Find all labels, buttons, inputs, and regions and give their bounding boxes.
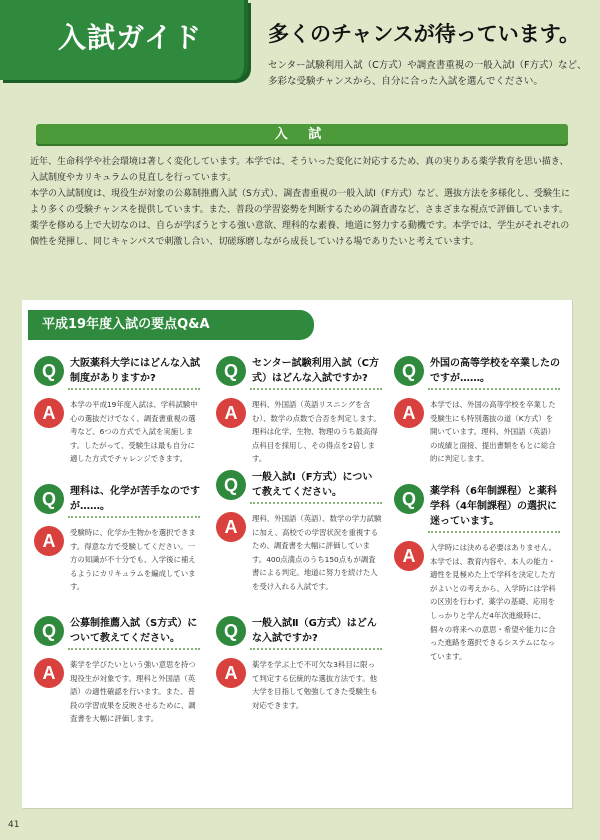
dotted-divider xyxy=(250,648,382,650)
answer-icon: A xyxy=(394,541,424,571)
answer-icon: A xyxy=(34,658,64,688)
answer-icon: A xyxy=(216,658,246,688)
answer-icon: A xyxy=(394,398,424,428)
header-tab xyxy=(0,0,248,80)
dotted-divider xyxy=(68,388,200,390)
answer-icon: A xyxy=(34,398,64,428)
question-text: 外国の高等学校を卒業したのですが……。 xyxy=(430,358,560,384)
intro-paragraph-1: 近年、生命科学や社会環境は著しく変化しています。本学では、そういった変化に対応するため、真の実りある薬学教育を思い描き、入試制度やカリキュラムの見直しを行っています。 xyxy=(30,157,569,183)
answer-text: 薬学を学ぶ上で不可欠な3科目に限って判定する伝統的な選抜方法です。他大学を目指して勉強してきた受験生も対応できます。 xyxy=(252,660,378,710)
qa-item-5 xyxy=(216,470,382,594)
qa-item-6 xyxy=(216,616,382,712)
answer-text: 理科、外国語（英語）、数学の学力試験に加え、高校での学習状況を重視するため、調査書を大幅に評価しています。400点満点のうち150点もが調査書による判定。地道に努力を続けた人を受け入れる入試です。 xyxy=(252,514,382,591)
qa-item-8 xyxy=(394,484,560,663)
answer-icon: A xyxy=(216,398,246,428)
question-text: センター試験利用入試（C方式）はどんな入試ですか? xyxy=(252,358,379,384)
qa-item-4 xyxy=(216,356,382,466)
qa-item-7 xyxy=(394,356,560,466)
page-title: 入試ガイド xyxy=(58,21,203,54)
intro-text xyxy=(30,154,574,250)
answer-text: 受験時に、化学か生物かを選択できます。得意な方で受験してください。一方の知識が不十分でも、入学後に補えるようにカリキュラムを編成しています。 xyxy=(70,528,196,592)
question-icon: Q xyxy=(216,616,246,646)
dotted-divider xyxy=(68,648,200,650)
question-icon: Q xyxy=(394,484,424,514)
qa-item-2 xyxy=(34,484,200,594)
question-text: 公募制推薦入試（S方式）について教えてください。 xyxy=(70,618,198,644)
qa-heading: 平成19年度入試の要点Q&A xyxy=(28,310,314,340)
dotted-divider xyxy=(428,388,560,390)
header-subtitle: センター試験利用入試（C方式）や調査書重視の一般入試Ⅰ（F方式）など、多彩な受験チャンスから、自分に合った入試を選んでください。 xyxy=(268,60,587,87)
answer-icon: A xyxy=(216,512,246,542)
question-icon: Q xyxy=(216,356,246,386)
question-text: 一般入試Ⅱ（G方式）はどんな入試ですか? xyxy=(252,618,377,644)
qa-item-1 xyxy=(34,356,200,466)
answer-icon: A xyxy=(34,526,64,556)
question-text: 大阪薬科大学にはどんな入試制度がありますか? xyxy=(70,358,200,384)
question-text: 一般入試Ⅰ（F方式）について教えてください。 xyxy=(252,472,373,498)
page-number: 41 xyxy=(8,820,20,830)
qa-panel xyxy=(22,300,572,808)
headline: 多くのチャンスが待っています。 xyxy=(268,22,581,46)
question-icon: Q xyxy=(34,356,64,386)
intro-paragraph-2: 本学の入試制度は、現役生が対象の公募制推薦入試（S方式）、調査書重視の一般入試Ⅰ（F方式）など、選抜方法を多様化し、受験生により多くの受験チャンスを提供しています。また、普段の学習姿勢を判断するための調査書など、さまざまな視点で評価しています。薬学を修める上で大切なのは、自らが学ぼうとする強い意欲、理科的な素養、地道に努力する動機です。本学では、学生がそれぞれの個性を発揮し、同じキャンパスで刺激し合い、切磋琢磨しながら成長していける場でありたいと考えています。 xyxy=(30,189,571,247)
dotted-divider xyxy=(250,388,382,390)
question-text: 薬学科（6年制課程）と薬科学科（4年制課程）の選択に迷っています。 xyxy=(430,486,557,527)
question-icon: Q xyxy=(216,470,246,500)
dotted-divider xyxy=(68,516,200,518)
answer-text: 本学の平成19年度入試は、学科試験中心の選抜だけでなく、調査書重視の選考など、6つの方式で入試を実施します。したがって、受験生は最も自分に適した方式でチャレンジできます。 xyxy=(70,400,198,464)
section-title-bar: 入 試 xyxy=(36,124,568,146)
qa-item-3 xyxy=(34,616,200,726)
answer-text: 薬学を学びたいという強い意思を持つ現役生が対象です。理科と外国語（英語）の適性確認を行います。また、普段の学習成果を反映させるために、調査書を大幅に評価します。 xyxy=(70,660,196,724)
dotted-divider xyxy=(250,502,382,504)
dotted-divider xyxy=(428,531,560,533)
answer-text: 理科、外国語（英語リスニングを含む）、数学の点数で合否を判定します。理科は化学、生物、物理のうち最高得点科目を採用し、その得点を2倍します。 xyxy=(252,400,381,464)
answer-text: 入学時には決める必要はありません。本学では、教育内容や、本人の能力・適性を見極めた上で学科を決定した方がよいとの考えから、入学時には学科の区別を行わず、薬学の基礎、応用をしっかりと学んだ4年次進級時に、個々の将来への意思・希望や能力に合った進路を選択できるシステムになっています。 xyxy=(430,543,557,661)
question-icon: Q xyxy=(34,616,64,646)
question-text: 理科は、化学が苦手なのですが……。 xyxy=(70,486,200,512)
question-icon: Q xyxy=(34,484,64,514)
answer-text: 本学では、外国の高等学校を卒業した受験生にも特別選抜の道（K方式）を開いています。理科、外国語（英語）の成績と面接、提出書類をもとに総合的に判定します。 xyxy=(430,400,556,464)
question-icon: Q xyxy=(394,356,424,386)
